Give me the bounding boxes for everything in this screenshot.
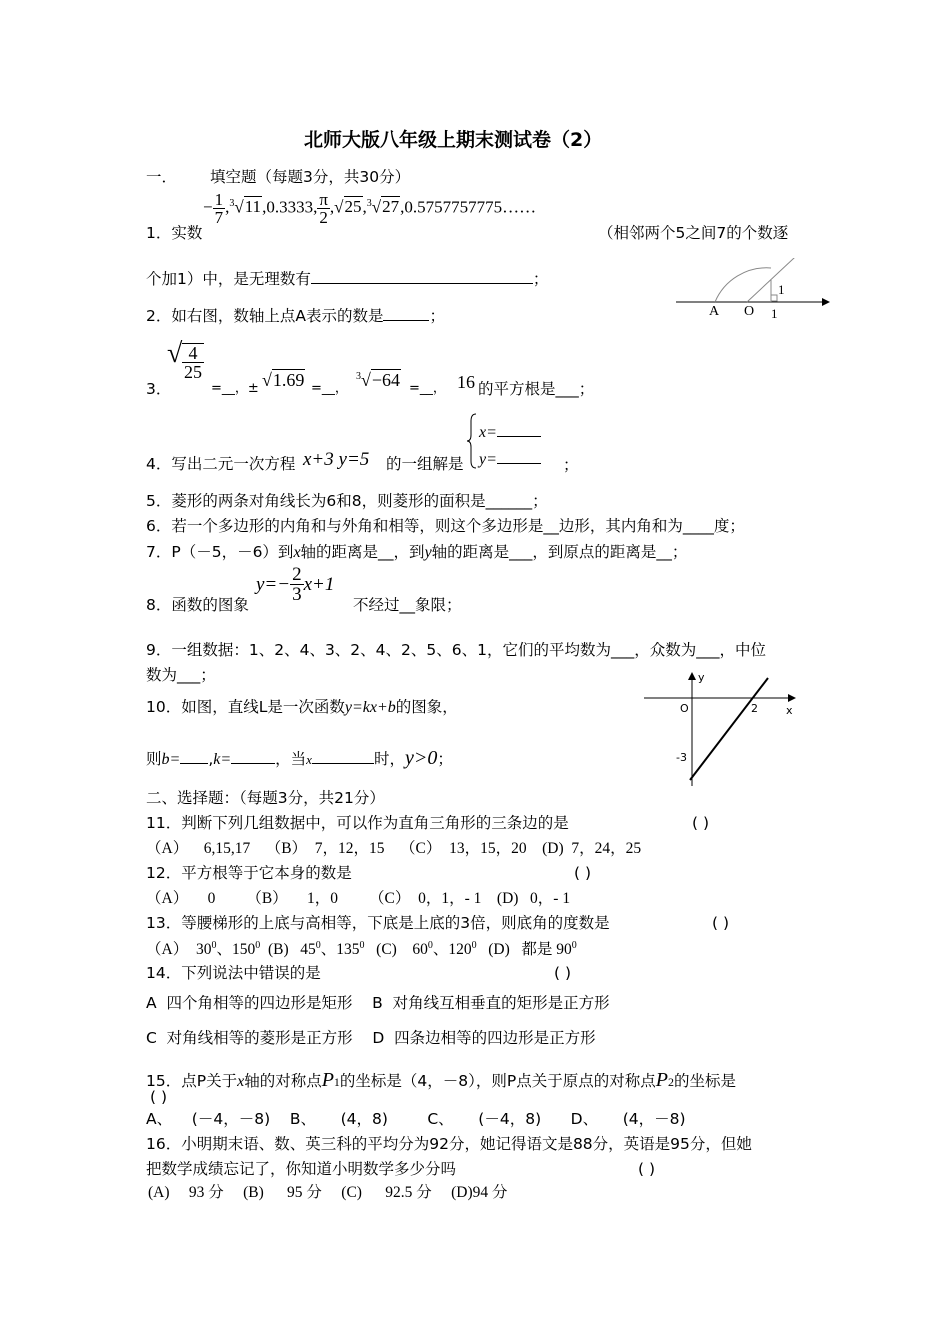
section-1-heading: 填空题（每题3分，共30分） xyxy=(210,168,411,186)
q15-p2-sub: 2 xyxy=(667,1075,674,1089)
q3-cbrt-m64-value: −64 xyxy=(371,370,401,390)
q1-answer-blank[interactable] xyxy=(311,271,533,284)
q7-part-c: 轴的距离是___，到原点的距离是__； xyxy=(431,543,688,561)
q1-line-2-text: 个加1）中，是无理数有 xyxy=(146,270,311,288)
q1-values-1: ,0.3333, xyxy=(262,197,318,217)
q15-p1: P xyxy=(321,1069,334,1091)
q1-cbrt-27: 27 xyxy=(382,197,400,217)
q9-line-1: 9．一组数据：1、2、4、3、2、4、2、5、6、1，它们的平均数为___，众数为___，中位 xyxy=(146,641,766,659)
q1-pi-fraction xyxy=(317,191,330,226)
q15-stem xyxy=(146,1070,736,1090)
q13-opt-a2: 、150 xyxy=(216,941,256,959)
q13-deg-6: 0 xyxy=(471,940,477,951)
q1-real-numbers: − $\frac{1}{7}$ ,$^3$√11,0.3333, $\frac{\pi}{2}$ ,√25,$^3$√27,0.5757757775…… xyxy=(203,190,537,227)
page-title: 北师大版八年级上期末测试卷（2） xyxy=(304,129,603,151)
q4-y-eq: y= xyxy=(479,451,497,468)
q4-y-blank[interactable] xyxy=(497,451,541,464)
q13-deg-2: 0 xyxy=(255,940,261,951)
q15-p2: P xyxy=(655,1069,668,1091)
q13-deg-7: 0 xyxy=(571,940,577,951)
q8-tail: 不经过__象限； xyxy=(353,596,462,614)
q14-options-ab: A 四个角相等的四边形是矩形 B 对角线互相垂直的矩形是正方形 xyxy=(146,994,610,1012)
q12-answer-paren[interactable]: ( ) xyxy=(574,864,592,882)
linear-function-graph xyxy=(640,668,800,788)
q10-inequality: y>0 xyxy=(404,747,438,769)
graph-line-l xyxy=(690,678,768,780)
q13-stem: 13．等腰梯形的上底与高相等，下底是上底的3倍，则底角的度数是 xyxy=(146,914,610,932)
q1-line-2-end: ； xyxy=(532,270,549,288)
q3-frac-num: 4 xyxy=(182,344,204,363)
q3-label: 3． xyxy=(146,380,172,398)
q4-end: ； xyxy=(563,456,579,474)
numberline-label-a: A xyxy=(709,304,720,319)
q1-pi-num: π xyxy=(319,190,328,209)
q13-opt-c2: 、120 xyxy=(432,941,472,959)
q13-opt-c: (C) 60 xyxy=(364,941,428,959)
q13-deg-5: 0 xyxy=(427,940,433,951)
q15-options: A、 (－4，－8) B、 (4，8) C、 (－4，8) D、 (4，－8) xyxy=(146,1110,686,1128)
q3-eq-2: =__， xyxy=(311,381,348,396)
q2-text: 2．如右图，数轴上点A表示的数是 xyxy=(146,307,384,325)
q9-line-2: 数为___； xyxy=(146,666,216,684)
q5: 5．菱形的两条对角线长为6和8，则菱形的面积是______； xyxy=(146,492,548,510)
q13-opt-a: （A） 30 xyxy=(146,941,212,959)
q15-x: x xyxy=(237,1073,245,1090)
q1-cbrt-11: 11 xyxy=(244,197,262,217)
q3-cbrt-m64: $^3$√−64 xyxy=(356,370,401,390)
q16-options: (A) 93 分 (B) 95 分 (C) 92.5 分 (D)94 分 xyxy=(148,1184,508,1201)
q15-part-a: 15．点P关于 xyxy=(146,1072,238,1090)
q4-x-row xyxy=(479,424,541,441)
q1-values-2: ,0.5757757775…… xyxy=(400,197,537,217)
q13-opt-b2: 、135 xyxy=(320,941,360,959)
q3-eq-3: =__， xyxy=(409,381,446,396)
q15-part-b: 轴的对称点 xyxy=(244,1072,322,1090)
q7-x: x xyxy=(293,544,301,561)
q10-part-b: 的图象， xyxy=(395,698,458,716)
q11-options: （A） 6,15,17 （B） 7，12，15 （C） 13，15，20 (D) 7，24，25 xyxy=(146,840,642,857)
q3-tail: 的平方根是___； xyxy=(478,380,595,398)
q13-deg-4: 0 xyxy=(359,940,365,951)
q15-part-d: 的坐标是 xyxy=(673,1072,736,1090)
q1-minus: − xyxy=(203,197,213,217)
q10-x-blank[interactable] xyxy=(312,751,374,764)
graph-label-origin: O xyxy=(680,702,689,715)
q13-opt-b: (B) 45 xyxy=(260,941,316,959)
q7 xyxy=(146,545,687,561)
q1-fraction xyxy=(213,191,226,226)
q3-frac-den: 25 xyxy=(184,362,202,382)
q2-end: ； xyxy=(429,307,445,325)
q10-part-c: 则 xyxy=(146,750,162,768)
q8-lhs: y=− xyxy=(256,574,291,595)
q1-frac-num: 1 xyxy=(214,190,224,209)
q3-eq-1: =__，± xyxy=(211,381,259,396)
q3-frac-box xyxy=(182,343,204,381)
q13-deg-1: 0 xyxy=(211,940,217,951)
graph-label-x: x xyxy=(786,704,793,717)
numberline-label-height: 1 xyxy=(778,282,785,297)
q15-p1-sub: 1 xyxy=(333,1075,340,1089)
numberline-label-unit: 1 xyxy=(771,306,778,321)
graph-label-2: 2 xyxy=(751,702,758,715)
q3-sqrt-169: √1.69 xyxy=(262,370,305,390)
q10-end: ； xyxy=(437,750,453,768)
q16-line-2: 把数学成绩忘记了，你知道小明数学多少分吗 xyxy=(146,1160,457,1178)
q8-function xyxy=(256,565,334,604)
q3-sqrt-169-value: 1.69 xyxy=(272,370,305,390)
q14-options-cd: C 对角线相等的菱形是正方形 D 四条边相等的四边形是正方形 xyxy=(146,1029,596,1047)
numberline-label-o: O xyxy=(744,304,755,319)
q10-b-blank[interactable] xyxy=(180,751,208,764)
q16-line-1: 16．小明期末语、数、英三科的平均分为92分，她记得语文是88分，英语是95分，但她 xyxy=(146,1135,752,1153)
q2 xyxy=(146,308,445,325)
q1-note: （相邻两个5之间7的个数逐 xyxy=(598,224,789,242)
q3-sixteen: 16 xyxy=(457,372,475,392)
q1-line-2 xyxy=(146,271,548,288)
graph-x-arrow-icon xyxy=(788,694,796,702)
q4-x-blank[interactable] xyxy=(497,424,541,437)
q1-label: 1．实数 xyxy=(146,224,203,242)
q15-answer-paren[interactable]: ( ) xyxy=(150,1088,168,1106)
q10-line-1 xyxy=(146,700,458,716)
q8-rhs: x+1 xyxy=(303,574,335,595)
q7-y: y xyxy=(424,544,432,561)
q16-answer-paren[interactable]: ( ) xyxy=(638,1160,656,1178)
q4-brace-icon xyxy=(466,413,478,469)
q8-label: 8．函数的图象 xyxy=(146,596,249,614)
q14-answer-paren[interactable]: ( ) xyxy=(554,964,572,982)
graph-y-arrow-icon xyxy=(688,672,696,680)
q11-stem: 11．判断下列几组数据中，可以作为直角三角形的三条边的是 xyxy=(146,814,569,832)
section-1-number: 一． xyxy=(146,168,178,186)
q3-fraction xyxy=(182,343,204,381)
q4-mid: 的一组解是 xyxy=(386,455,464,473)
q11-answer-paren[interactable]: ( ) xyxy=(692,814,710,832)
q2-answer-blank[interactable] xyxy=(383,308,429,321)
q1-frac-den: 7 xyxy=(214,208,224,227)
q13-answer-paren[interactable]: ( ) xyxy=(712,914,730,932)
q4-x-eq: x= xyxy=(479,424,497,441)
q10-x: x xyxy=(306,752,312,767)
q12-options: （A） 0 （B） 1，0 （C） 0，1，- 1 (D) 0，- 1 xyxy=(146,890,571,907)
numberline-arc xyxy=(715,268,771,302)
q10-part-a: 10．如图，直线L是一次函数 xyxy=(146,698,345,716)
graph-label-y: y xyxy=(698,671,705,684)
q8-fraction xyxy=(290,565,304,604)
q10-k-eq: k= xyxy=(213,751,232,768)
q1-pi-den: 2 xyxy=(319,208,328,227)
q3-sqrt-sign: √ xyxy=(167,338,183,369)
q7-part-b: 轴的距离是__，到 xyxy=(300,543,425,561)
q8-den: 3 xyxy=(292,584,302,605)
q13-opt-d: (D) 都是 90 xyxy=(476,941,572,959)
q10-part-e: 时， xyxy=(373,750,405,768)
q10-b-eq: b= xyxy=(161,751,181,768)
q13-options xyxy=(146,941,577,958)
q6: 6．若一个多边形的内角和与外角和相等，则这个多边形是__边形，其内角和为____度； xyxy=(146,517,745,535)
q7-part-a: 7．P（－5，－6）到 xyxy=(146,543,294,561)
numberline-arrow-icon xyxy=(822,298,830,306)
section-2-heading: 二、选择题：（每题3分，共21分） xyxy=(146,789,385,807)
q12-stem: 12．平方根等于它本身的数是 xyxy=(146,864,352,882)
q4-y-row xyxy=(479,451,541,468)
q4-label: 4．写出二元一次方程 xyxy=(146,455,296,473)
q14-stem: 14．下列说法中错误的是 xyxy=(146,964,321,982)
q13-deg-3: 0 xyxy=(315,940,321,951)
q10-function: y=kx+b xyxy=(344,699,396,716)
q10-k-blank[interactable] xyxy=(231,751,275,764)
q10-line-2: 则b= ,k= ，当x 时，y>0； xyxy=(146,747,453,769)
graph-label-minus-3: -3 xyxy=(676,751,687,764)
q4-equation: x+3 y=5 xyxy=(303,449,370,470)
q10-part-d: ，当 xyxy=(275,750,307,768)
q15-part-c: 的坐标是（4，－8），则P点关于原点的对称点 xyxy=(339,1072,656,1090)
q1-sqrt-25: 25 xyxy=(344,197,362,217)
numberline-right-angle xyxy=(771,295,777,301)
q8-num: 2 xyxy=(292,564,302,585)
